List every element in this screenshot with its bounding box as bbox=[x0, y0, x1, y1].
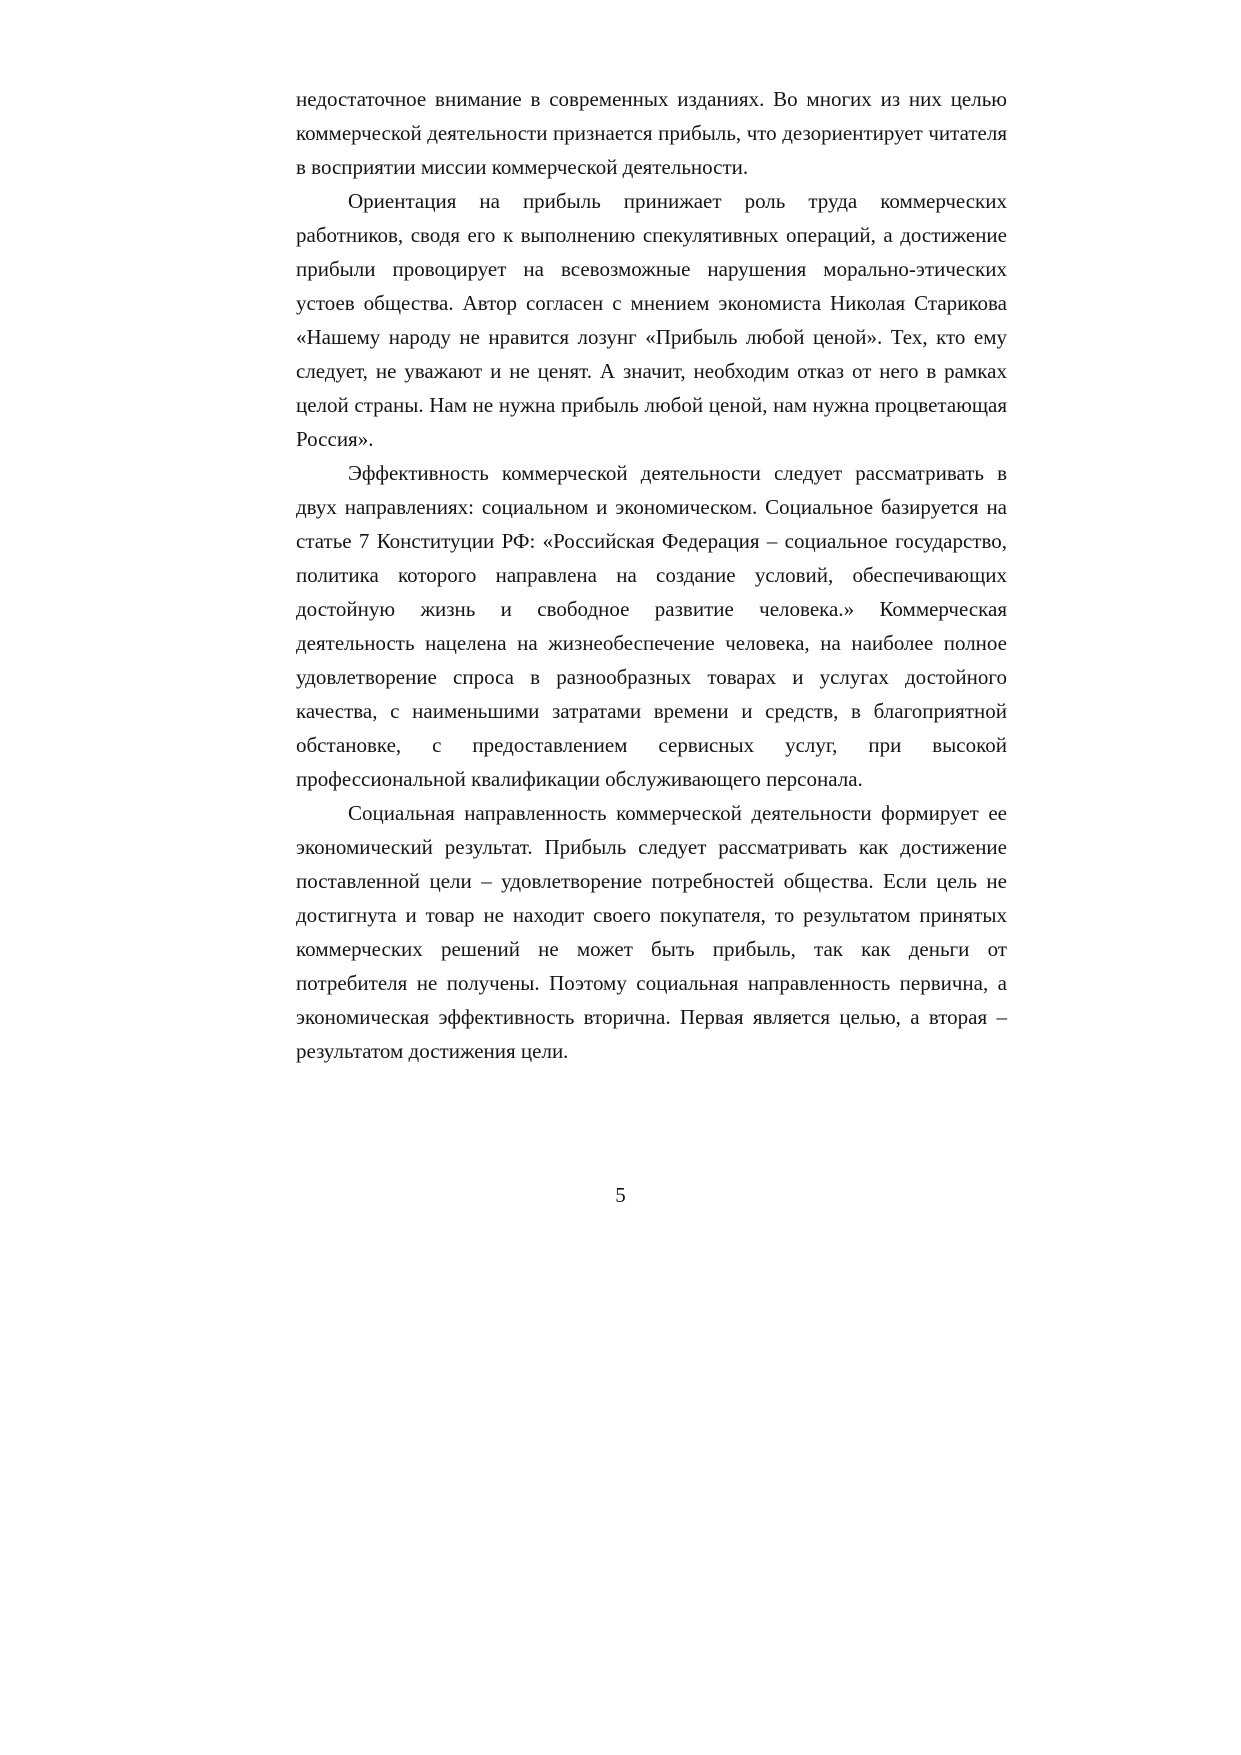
paragraph-efficiency: Эффективность коммерческой деятельности следует рассматривать в двух направлениях: социальном и экономическом. Социальное базируется на статье 7 Конституции РФ: «Российская Федерация – социальное государство, политика которого направлена на создание условий, обеспечивающих достойную жизнь и свободное развитие человека.» Коммерческая деятельность нацелена на жизнеобеспечение человека, на наиболее полное удовлетворение спроса в разнообразных товарах и услугах достойного качества, с наименьшими затратами времени и средств, в благоприятной обстановке, с предоставлением сервисных услуг, при высокой профессиональной квалификации обслуживающего персонала. bbox=[296, 461, 1007, 791]
paragraph-profit-orientation: Ориентация на прибыль принижает роль труда коммерческих работников, сводя его к выполнению спекулятивных операций, а достижение прибыли провоцирует на всевозможные нарушения морально-этических устоев общества. Автор согласен с мнением экономиста Николая Старикова «Нашему народу не нравится лозунг «Прибыль любой ценой». Тех, кто ему следует, не уважают и не ценят. А значит, необходим отказ от него в рамках целой страны. Нам не нужна прибыль любой ценой, нам нужна процветающая Россия». bbox=[296, 189, 1007, 451]
paragraph-social-orientation: Социальная направленность коммерческой деятельности формирует ее экономический результат. Прибыль следует рассматривать как достижение поставленной цели – удовлетворение потребностей общества. Если цель не достигнута и товар не находит своего покупателя, то результатом принятых коммерческих решений не может быть прибыль, так как деньги от потребителя не получены. Поэтому социальная направленность первична, а экономическая эффективность вторична. Первая является целью, а вторая – результатом достижения цели. bbox=[296, 801, 1007, 1063]
body-text bbox=[296, 82, 1007, 1068]
paragraph-continuation: недостаточное внимание в современных изданиях. Во многих из них целью коммерческой деятельности признается прибыль, что дезориентирует читателя в восприятии миссии коммерческой деятельности. bbox=[296, 87, 1007, 179]
page-number: 5 bbox=[615, 1183, 626, 1207]
